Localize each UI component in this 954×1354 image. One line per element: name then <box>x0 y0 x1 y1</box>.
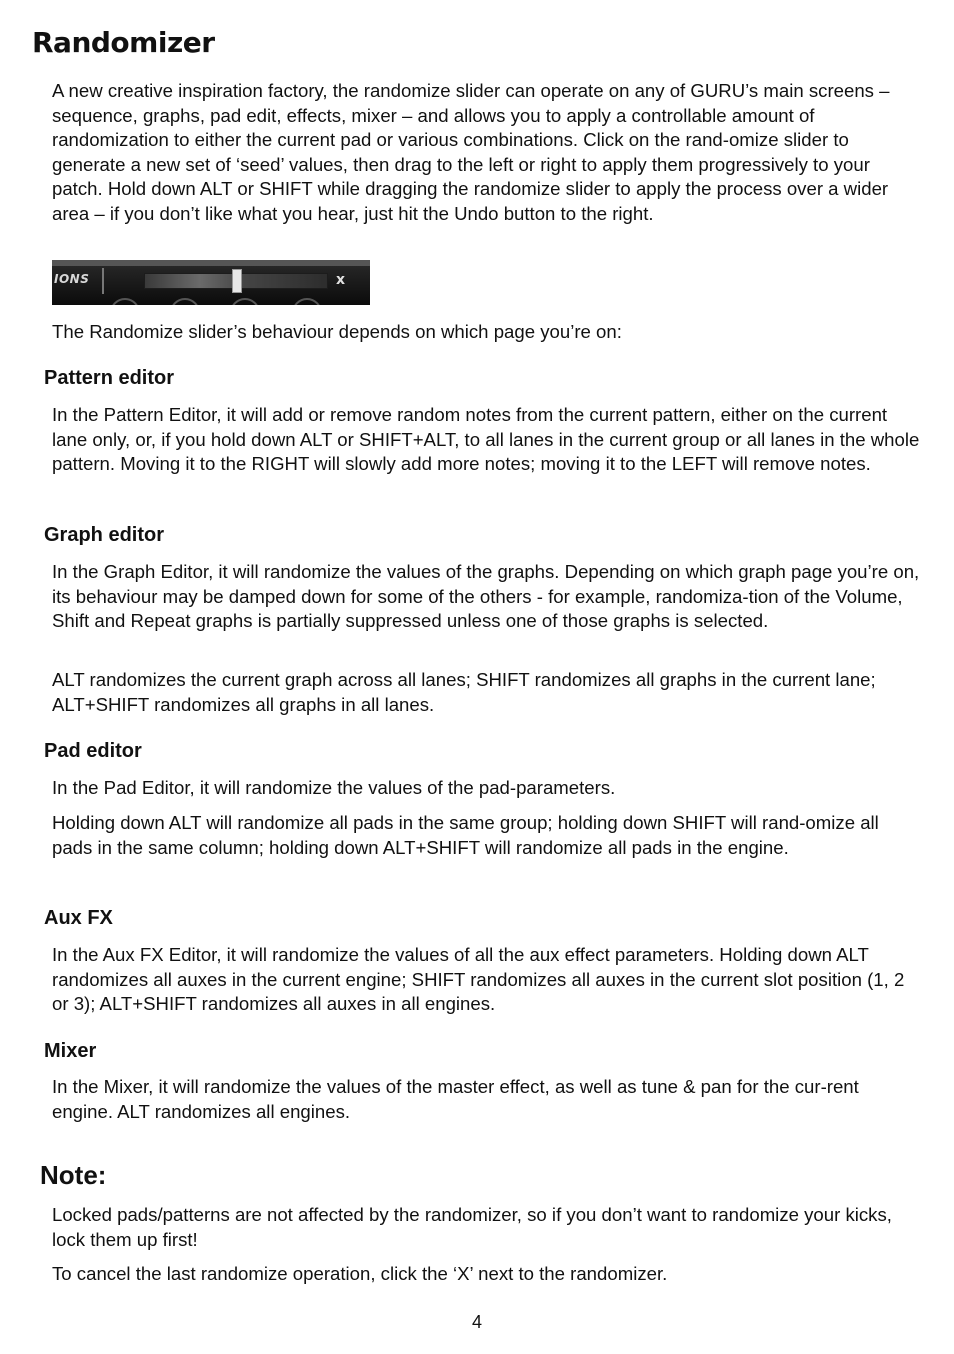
graph-editor-modifiers: ALT randomizes the current graph across all lanes; SHIFT randomizes all graphs in the current lane; ALT+SHIFT randomizes all graphs in all lanes. <box>52 669 876 715</box>
pad-editor-text: In the Pad Editor, it will randomize the values of the pad-parameters. <box>52 777 616 798</box>
behaviour-intro: The Randomize slider’s behaviour depends on which page you’re on: <box>52 321 622 342</box>
strip-top-bar <box>52 260 370 266</box>
pattern-editor-heading: Pattern editor <box>44 367 175 389</box>
note-heading: Note: <box>40 1160 107 1190</box>
undo-x-icon: x <box>336 272 346 288</box>
aux-fx-heading: Aux FX <box>44 907 113 929</box>
note-locked-text: Locked pads/patterns are not affected by the randomizer, so if you don’t want to randomize your kicks, lock them up first! <box>52 1204 892 1250</box>
graph-editor-text: In the Graph Editor, it will randomize the values of the graphs. Depending on which graph page you’re on, its behaviour may be damped down for some of the others - for example, randomiza-tion of the Volume, Shift and Repeat graphs is partially suppressed unless one of those graphs is selected. <box>52 561 920 632</box>
page-title: Randomizer <box>32 26 215 59</box>
mixer-heading: Mixer <box>44 1040 97 1062</box>
graph-editor-heading: Graph editor <box>44 524 165 546</box>
strip-options-label: IONS <box>54 272 90 286</box>
knob-icon <box>110 298 140 305</box>
pattern-editor-text: In the Pattern Editor, it will add or remove random notes from the current pattern, either on the current lane only, or, if you hold down ALT or SHIFT+ALT, to all lanes in the current group or all lanes in the whole pattern. Moving it to the RIGHT will slowly add more notes; moving it to the LEFT will remove notes. <box>52 404 920 475</box>
pad-editor-modifiers: Holding down ALT will randomize all pads in the same group; holding down SHIFT will rand-omize all pads in the same column; holding down ALT+SHIFT will randomize all pads in the engine. <box>52 812 879 858</box>
page-number: 4 <box>471 1312 482 1332</box>
knob-icon <box>292 298 322 305</box>
intro-paragraph: A new creative inspiration factory, the randomize slider can operate on any of GURU’s main screens – sequence, graphs, pad edit, effects, mixer – and allows you to apply a controllable amount of randomization to either the current pad or various combinations. Click on the rand-omize slider to generate a new set of ‘seed’ values, then drag to the left or right to apply them progressively to your patch. Hold down ALT or SHIFT while dragging the randomize slider to apply the process over a wider area – if you don’t like what you hear, just hit the Undo button to the right. <box>52 80 890 224</box>
randomizer-slider-screenshot <box>52 260 370 305</box>
mixer-text: In the Mixer, it will randomize the values of the master effect, as well as tune & pan for the cur-rent engine. ALT randomizes all engines. <box>52 1076 859 1122</box>
knob-icon <box>230 298 260 305</box>
knob-icon <box>170 298 200 305</box>
randomize-slider-thumb <box>232 269 242 293</box>
pad-editor-heading: Pad editor <box>44 740 142 762</box>
aux-fx-text: In the Aux FX Editor, it will randomize the values of all the aux effect parameters. Holding down ALT randomizes all auxes in the current engine; SHIFT randomizes all auxes in the current slot position (1, 2 or 3); ALT+SHIFT randomizes all auxes in all engines. <box>52 944 905 1015</box>
note-cancel-text: To cancel the last randomize operation, click the ‘X’ next to the randomizer. <box>52 1263 668 1284</box>
strip-divider <box>102 268 104 294</box>
